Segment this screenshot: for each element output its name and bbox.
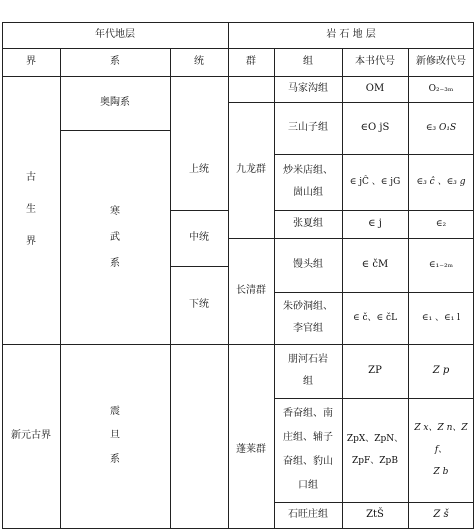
series-middle: 中统 [189, 232, 209, 243]
series-lower: 下统 [189, 299, 209, 310]
col-group: 群 [246, 56, 256, 67]
book-code: ZpX、ZpN、 ZpF、ZpB [346, 434, 404, 466]
new-code: Z p [432, 365, 450, 376]
new-code: ∈₂ [435, 219, 447, 229]
new-code: ∈₁₋₂ₘ [428, 260, 454, 270]
col-new-code: 新修改代号 [416, 56, 466, 67]
formation-name: 馒头组 [293, 259, 323, 270]
new-code: O₂₋₃ₘ [428, 84, 454, 94]
erathem-neoproterozoic: 新元古界 [11, 430, 51, 441]
book-code: ZP [368, 365, 382, 376]
group-jiulong: 九龙群 [236, 164, 266, 175]
new-code: ∈₃ ĉ 、∈₃ g [416, 177, 466, 187]
formation-name: 朱砂洞组、 李官组 [283, 301, 333, 334]
new-code: ∈₃ O₁S [425, 123, 457, 133]
formation-name: 三山子组 [288, 122, 328, 133]
book-code: ∈ j [368, 218, 382, 229]
formation-name: 朋河石岩 组 [288, 354, 328, 387]
new-code: Z x、Z n、Z f、 Z b [414, 423, 468, 477]
book-code: ∈ jĈ 、∈ jG [349, 177, 401, 187]
book-code: ∈ č、∈ čL [352, 313, 398, 323]
header-lithostratigraphy: 岩 石 地 层 [326, 29, 376, 40]
series-upper: 上统 [189, 164, 209, 175]
col-formation: 组 [303, 56, 313, 67]
system-ordovician: 奥陶系 [100, 97, 130, 108]
formation-name: 张夏组 [293, 218, 323, 229]
col-book-code: 本书代号 [355, 56, 395, 67]
formation-name: 石旺庄组 [288, 509, 328, 520]
book-code: ∈O jS [360, 122, 390, 133]
formation-name: 香奋组、南 庄组、辅子 奋组、豹山 口组 [283, 408, 333, 491]
header-chronostratigraphy: 年代地层 [95, 29, 135, 40]
col-series: 统 [194, 56, 204, 67]
formation-name: 炒米店组、 崮山组 [283, 165, 333, 198]
book-code: OM [365, 83, 385, 94]
col-erathem: 界 [26, 56, 36, 67]
formation-name: 马家沟组 [288, 83, 328, 94]
col-system: 系 [110, 56, 120, 67]
group-penglai: 蓬莱群 [236, 444, 266, 455]
system-cambrian: 寒 武 系 [110, 205, 120, 269]
group-changqing: 长清群 [236, 285, 266, 296]
erathem-paleozoic: 古 生 界 [26, 172, 36, 247]
new-code: ∈₁ 、∈₁ l [421, 313, 461, 323]
book-code: ZtŠ [366, 509, 384, 520]
system-sinian: 震 旦 系 [110, 406, 120, 465]
book-code: ∈ čM [361, 259, 389, 270]
new-code: Z š [433, 509, 449, 520]
